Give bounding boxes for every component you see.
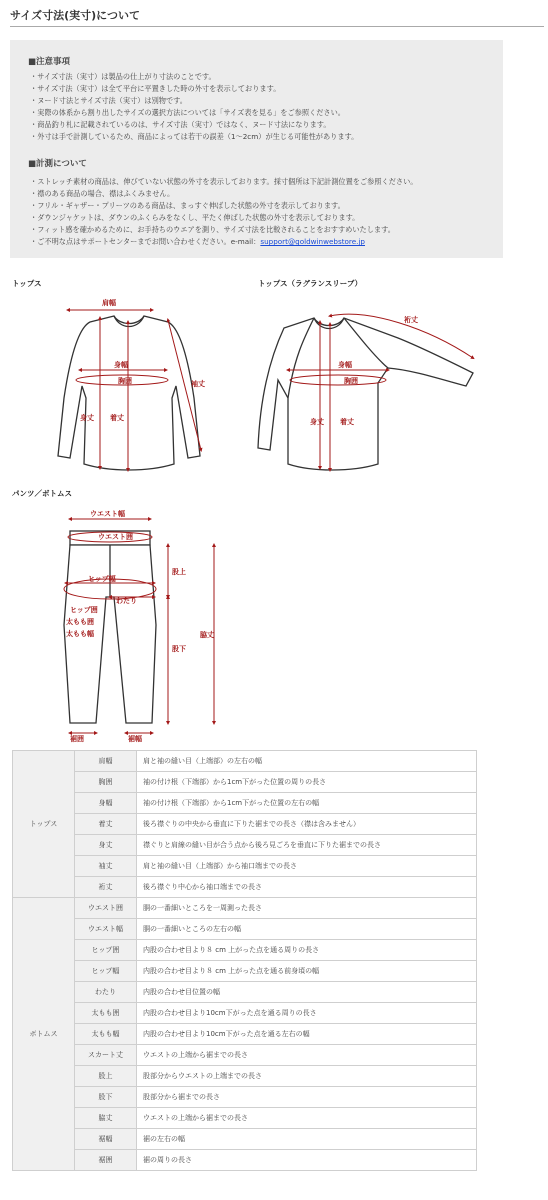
waist-circ-label: ウエスト囲 — [98, 533, 133, 541]
notice-item: ・サイズ寸法（実寸）は全て平台に平置きした時の外寸を表示しております。 — [30, 84, 281, 93]
notice-item: ・実際の体系から割り出したサイズの選択方法については「サイズ表を見る」をご参照ください。 — [30, 108, 345, 117]
yuki-length-label: 裄丈 — [404, 316, 418, 324]
item-cell: 胸囲 — [75, 772, 137, 793]
notice-item: ・ヌード寸法とサイズ寸法（実寸）は別物です。 — [30, 96, 187, 105]
desc-cell: ウエストの上端から裾までの長さ — [137, 1108, 477, 1129]
notice-item: ・サイズ寸法（実寸）は製品の仕上がり寸法のことです。 — [30, 72, 216, 81]
rise-label: 股上 — [172, 568, 186, 576]
item-cell: 股下 — [75, 1087, 137, 1108]
desc-cell: 胴の一番細いところを一周測った長さ — [137, 898, 477, 919]
category-bottoms: ボトムス — [13, 898, 75, 1171]
item-cell: 脇丈 — [75, 1108, 137, 1129]
desc-cell: 内股の合わせ目より８ cm 上がった点を通る前身頃の幅 — [137, 961, 477, 982]
item-cell: 裾囲 — [75, 1150, 137, 1171]
item-cell: 股上 — [75, 1066, 137, 1087]
desc-cell: 胴の一番細いところの左右の幅 — [137, 919, 477, 940]
size-definition-table — [12, 750, 477, 1171]
page-title: サイズ寸法(実寸)について — [10, 9, 140, 22]
table-row — [13, 1003, 477, 1024]
raglan-diagram — [248, 288, 488, 478]
raglan-section-label: トップス（ラグランスリーブ） — [258, 279, 362, 288]
hem-width-label: 裾幅 — [128, 735, 142, 743]
table-row — [13, 1045, 477, 1066]
thigh-circ-label: 太もも囲 — [66, 618, 94, 626]
item-cell: 着丈 — [75, 814, 137, 835]
pants-diagram — [40, 505, 240, 745]
measure-heading: ■計測について — [28, 159, 87, 169]
contact-text: ・ご不明な点はサポートセンターまでお問い合わせください。e-mail： — [30, 237, 261, 246]
support-email-link[interactable]: support@goldwinwebstore.jp — [260, 237, 365, 246]
desc-cell: 肩と袖の縫い目（上端部）から袖口端までの長さ — [137, 856, 477, 877]
item-cell: 裄丈 — [75, 877, 137, 898]
body-length-label: 身丈 — [80, 414, 94, 422]
desc-cell: 股部分から裾までの長さ — [137, 1087, 477, 1108]
desc-cell: 袖の付け根（下端部）から1cm下がった位置の周りの長さ — [137, 772, 477, 793]
item-cell: わたり — [75, 982, 137, 1003]
sleeve-length-label: 袖丈 — [191, 380, 205, 388]
tops-section-label: トップス — [12, 279, 42, 288]
table-row — [13, 1150, 477, 1171]
tshirt-outline — [58, 316, 200, 470]
item-cell: ヒップ囲 — [75, 940, 137, 961]
table-row — [13, 940, 477, 961]
category-tops: トップス — [13, 751, 75, 898]
desc-cell: 肩と袖の縫い目（上端部）の左右の幅 — [137, 751, 477, 772]
table-row — [13, 835, 477, 856]
item-cell: 身幅 — [75, 793, 137, 814]
shoulder-width-label: 肩幅 — [102, 299, 116, 307]
table-row — [13, 772, 477, 793]
table-row — [13, 751, 477, 772]
hip-width-label: ヒップ幅 — [88, 575, 116, 583]
chest-label: 胸囲 — [118, 377, 132, 385]
inseam-label: 股下 — [172, 645, 186, 653]
table-row — [13, 919, 477, 940]
measure-item: ・ストレッチ素材の商品は、伸びていない状態の外寸を表示しております。採寸個所は下記計測位置をご参照ください。 — [30, 177, 418, 186]
table-row — [13, 961, 477, 982]
hip-circ-label: ヒップ囲 — [70, 606, 98, 614]
table-row — [13, 856, 477, 877]
table-row — [13, 1024, 477, 1045]
table-row — [13, 793, 477, 814]
table-row — [13, 982, 477, 1003]
desc-cell: 裾の左右の幅 — [137, 1129, 477, 1150]
thigh-width-label: わたり — [116, 597, 137, 605]
back-length-label: 着丈 — [110, 414, 124, 422]
desc-cell: 内股の合わせ目より８ cm 上がった点を通る周りの長さ — [137, 940, 477, 961]
desc-cell: ウエストの上端から裾までの長さ — [137, 1045, 477, 1066]
item-cell: ウエスト囲 — [75, 898, 137, 919]
raglan-outline — [258, 318, 473, 470]
desc-cell: 後ろ襟ぐり中心から袖口端までの長さ — [137, 877, 477, 898]
notice-item: ・外寸は手で計測しているため、商品によっては若干の誤差（1〜2cm）が生じる可能性があります。 — [30, 132, 359, 141]
body-width-label: 身幅 — [114, 361, 128, 369]
table-row — [13, 1087, 477, 1108]
desc-cell: 裾の周りの長さ — [137, 1150, 477, 1171]
item-cell: ヒップ幅 — [75, 961, 137, 982]
table-row — [13, 1129, 477, 1150]
notice-box — [10, 40, 503, 258]
table-row — [13, 1066, 477, 1087]
tops-diagram — [18, 288, 238, 478]
hem-circ-label: 裾囲 — [70, 735, 84, 743]
thigh-w-label: 太もも幅 — [66, 630, 94, 638]
item-cell: 太もも幅 — [75, 1024, 137, 1045]
table-row — [13, 877, 477, 898]
desc-cell: 股部分からウエストの上端までの長さ — [137, 1066, 477, 1087]
item-cell: 袖丈 — [75, 856, 137, 877]
measure-item: ・フィット感を確かめるために、お手持ちのウエアを測り、サイズ寸法を比較されることをおすすめいたします。 — [30, 225, 395, 234]
desc-cell: 襟ぐりと肩線の縫い目が合う点から後ろ見ごろを垂直に下りた裾までの長さ — [137, 835, 477, 856]
waist-width-label: ウエスト幅 — [90, 510, 125, 518]
desc-cell: 内股の合わせ目より10cm下がった点を通る左右の幅 — [137, 1024, 477, 1045]
pants-section-label: パンツ／ボトムス — [12, 489, 72, 498]
raglan-back-length-label: 着丈 — [340, 418, 354, 426]
item-cell: スカート丈 — [75, 1045, 137, 1066]
notice-heading: ■注意事項 — [28, 57, 71, 67]
desc-cell: 内股の合わせ目より10cm下がった点を通る周りの長さ — [137, 1003, 477, 1024]
notice-item: ・商品釣り札に記載されているのは、サイズ寸法（実寸）ではなく、ヌード寸法になります。 — [30, 120, 331, 129]
contact-line — [30, 237, 365, 247]
table-row — [13, 1108, 477, 1129]
table-row — [13, 814, 477, 835]
raglan-chest-label: 胸囲 — [344, 377, 358, 385]
measure-item: ・襟のある商品の場合、襟はふくみません。 — [30, 189, 175, 198]
desc-cell: 袖の付け根（下端部）から1cm下がった位置の左右の幅 — [137, 793, 477, 814]
table-row — [13, 898, 477, 919]
outseam-label: 脇丈 — [200, 631, 214, 639]
item-cell: 身丈 — [75, 835, 137, 856]
raglan-body-width-label: 身幅 — [338, 361, 352, 369]
item-cell: 裾幅 — [75, 1129, 137, 1150]
item-cell: ウエスト幅 — [75, 919, 137, 940]
measure-item: ・フリル・ギャザー・プリーツのある商品は、まっすぐ伸ばした状態の外寸を表示しております。 — [30, 201, 345, 210]
desc-cell: 内股の合わせ目位置の幅 — [137, 982, 477, 1003]
raglan-body-length-label: 身丈 — [310, 418, 324, 426]
pants-outline — [64, 531, 156, 723]
measure-item: ・ダウンジャケットは、ダウンのふくらみをなくし、平たく伸ばした状態の外寸を表示しております。 — [30, 213, 360, 222]
title-divider — [10, 26, 544, 27]
item-cell: 肩幅 — [75, 751, 137, 772]
item-cell: 太もも囲 — [75, 1003, 137, 1024]
desc-cell: 後ろ襟ぐりの中央から垂直に下りた裾までの長さ（襟は含みません） — [137, 814, 477, 835]
